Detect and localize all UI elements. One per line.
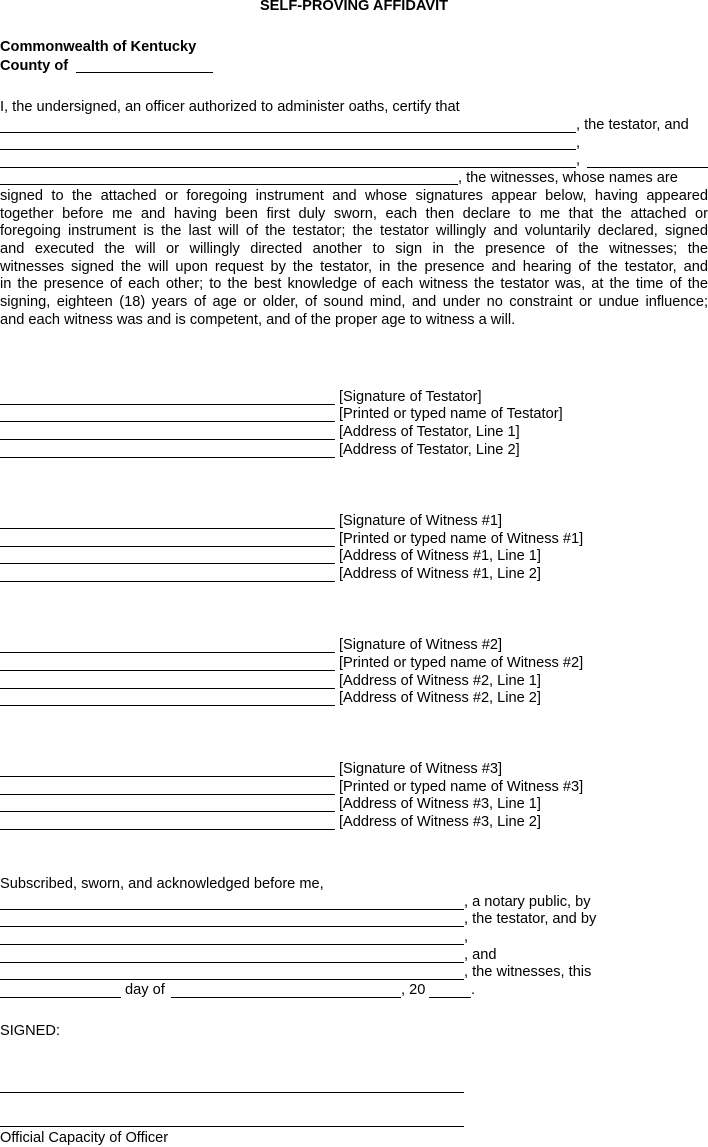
officer-capacity-blank[interactable] <box>0 1126 464 1127</box>
notary-testator-suffix: , the testator, and by <box>464 911 597 927</box>
affidavit-line: witnesses signed the will upon request by the testator, in the presence and hearing of the testator, and <box>0 259 708 275</box>
comma-text: , <box>576 135 581 151</box>
witness-2-address-line-2-label: [Address of Witness #2, Line 2] <box>339 690 541 706</box>
witness-3-printed-name-blank[interactable] <box>0 794 335 795</box>
notary-witness-blank-1[interactable] <box>0 944 464 945</box>
testator-signature-label: [Signature of Testator] <box>339 389 482 405</box>
witness-name-blank-3a[interactable] <box>587 167 708 168</box>
testator-printed-name-label: [Printed or typed name of Testator] <box>339 406 563 422</box>
witness-3-address-line-1-blank[interactable] <box>0 811 335 812</box>
testator-name-blank[interactable] <box>0 132 576 133</box>
notary-witness-blank-3[interactable] <box>0 979 464 980</box>
witness-2-address-line-1-blank[interactable] <box>0 688 335 689</box>
year-blank[interactable] <box>429 997 471 998</box>
affidavit-line: in the presence of each other; to the best knowledge of each witness the testator was, at the time of the <box>0 276 708 292</box>
witness-name-blank-2[interactable] <box>0 167 576 168</box>
signed-label: SIGNED: <box>0 1023 61 1039</box>
witness-name-blank-1[interactable] <box>0 149 576 150</box>
day-blank[interactable] <box>0 997 121 998</box>
page-title: SELF-PROVING AFFIDAVIT <box>259 0 449 14</box>
notary-witness-blank-2[interactable] <box>0 962 464 963</box>
witness-name-blank-3b[interactable] <box>0 184 458 185</box>
notary-suffix: , a notary public, by <box>464 894 591 910</box>
testator-address-line-1-blank[interactable] <box>0 439 335 440</box>
day-of-label: day of <box>125 982 165 998</box>
witness-1-address-line-2-blank[interactable] <box>0 581 335 582</box>
notary-name-blank[interactable] <box>0 909 464 910</box>
comma-text: , <box>464 929 469 945</box>
period-text: . <box>471 982 476 998</box>
comma-text: , <box>576 152 581 168</box>
testator-address-line-1-label: [Address of Testator, Line 1] <box>339 424 520 440</box>
year-prefix: , 20 <box>401 982 426 998</box>
witness-1-address-line-2-label: [Address of Witness #1, Line 2] <box>339 566 541 582</box>
witness-3-address-line-2-blank[interactable] <box>0 829 335 830</box>
witness-3-printed-name-label: [Printed or typed name of Witness #3] <box>339 779 584 795</box>
certify-text: I, the undersigned, an officer authorized to administer oaths, certify that <box>0 99 460 115</box>
county-blank[interactable] <box>76 72 213 73</box>
affidavit-line: signed to the attached or foregoing instrument and whose signatures appear below, having appeared <box>0 188 708 204</box>
county-label: County of <box>0 58 69 74</box>
notary-intro: Subscribed, sworn, and acknowledged before me, <box>0 876 324 892</box>
witness-2-printed-name-label: [Printed or typed name of Witness #2] <box>339 655 584 671</box>
affidavit-line: together before me and having been first duly sworn, each then declare to me that the attached or <box>0 206 708 222</box>
witness-1-signature-label: [Signature of Witness #1] <box>339 513 503 529</box>
affidavit-line: and executed the will or willingly directed another to sign in the presence of the witnesses; the <box>0 241 708 257</box>
official-capacity-label: Official Capacity of Officer <box>0 1130 169 1146</box>
witness-1-printed-name-label: [Printed or typed name of Witness #1] <box>339 531 584 547</box>
witness-1-address-line-1-label: [Address of Witness #1, Line 1] <box>339 548 541 564</box>
witness-3-signature-label: [Signature of Witness #3] <box>339 761 503 777</box>
witness-1-printed-name-blank[interactable] <box>0 546 335 547</box>
witness-1-signature-blank[interactable] <box>0 528 335 529</box>
witness-2-signature-label: [Signature of Witness #2] <box>339 637 503 653</box>
commonwealth-label: Commonwealth of Kentucky <box>0 39 197 55</box>
witness-2-printed-name-blank[interactable] <box>0 670 335 671</box>
witness-3-address-line-1-label: [Address of Witness #3, Line 1] <box>339 796 541 812</box>
testator-address-line-2-blank[interactable] <box>0 457 335 458</box>
witness-2-address-line-2-blank[interactable] <box>0 705 335 706</box>
testator-suffix: , the testator, and <box>576 117 689 133</box>
witness-3-address-line-2-label: [Address of Witness #3, Line 2] <box>339 814 541 830</box>
testator-printed-name-blank[interactable] <box>0 421 335 422</box>
affidavit-line: signing, eighteen (18) years of age or older, of sound mind, and under no constraint or undue influence; <box>0 294 708 310</box>
and-suffix: , and <box>464 947 497 963</box>
witness-2-address-line-1-label: [Address of Witness #2, Line 1] <box>339 673 541 689</box>
testator-address-line-2-label: [Address of Testator, Line 2] <box>339 442 520 458</box>
witness-1-address-line-1-blank[interactable] <box>0 563 335 564</box>
affidavit-line: and each witness was and is competent, and of the proper age to witness a will. <box>0 312 516 328</box>
witnesses-suffix: , the witnesses, whose names are <box>458 170 678 186</box>
notary-witnesses-suffix: , the witnesses, this <box>464 964 592 980</box>
month-blank[interactable] <box>171 997 401 998</box>
officer-signature-blank[interactable] <box>0 1092 464 1093</box>
notary-testator-blank[interactable] <box>0 926 464 927</box>
testator-signature-blank[interactable] <box>0 404 335 405</box>
affidavit-line: foregoing instrument is the last will of the testator; the testator willingly and voluntarily declared, signed <box>0 223 708 239</box>
witness-2-signature-blank[interactable] <box>0 652 335 653</box>
witness-3-signature-blank[interactable] <box>0 776 335 777</box>
